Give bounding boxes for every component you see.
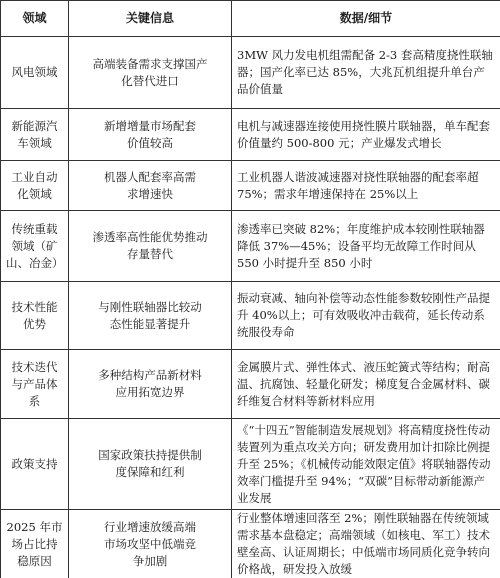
row-key-info: 行业增速放缓高端市场攻坚中低端竞争加剧	[69, 510, 232, 578]
table-row	[1, 109, 500, 161]
table-row	[1, 350, 500, 419]
row-field: 技术迭代与产品体系	[1, 350, 69, 419]
row-field: 政策支持	[1, 419, 69, 510]
header-field: 领域	[1, 1, 69, 37]
row-detail: 振动衰减、轴向补偿等动态性能参数较刚性产品提升 40%以上；可有效吸收冲击载荷，延长传动系统服役寿命	[232, 282, 500, 350]
row-field: 工业自动化领域	[1, 161, 69, 211]
table-row	[1, 510, 500, 578]
row-key-info: 机器人配套率高需求增速快	[69, 161, 232, 211]
row-field: 传统重载领域（矿山、冶金）	[1, 211, 69, 282]
row-field: 技术性能优势	[1, 282, 69, 350]
row-detail: 行业整体增速回落至 2%；刚性联轴器在传统领域需求基本盘稳定；高端领域（如核电、军工）技术壁垒高、认证周期长；中低端市场同质化竞争转向价格战，研发投入放缓	[232, 510, 500, 578]
table-row	[1, 211, 500, 282]
row-detail: 3MW 风力发电机组需配备 2-3 套高精度挠性联轴器；国产化率已达 85%，大兆瓦机组提升单台产品价值量	[232, 37, 500, 109]
row-detail: 渗透率已突破 82%；年度维护成本较刚性联轴器降低 37%—45%；设备平均无故障工作时间从 550 小时提升至 850 小时	[232, 211, 500, 282]
header-detail: 数据/细节	[232, 1, 500, 37]
row-detail: 金属膜片式、弹性体式、液压蛇簧式等结构；耐高温、抗腐蚀、轻量化研发；梯度复合金属材料、碳纤维复合材料等新材料应用	[232, 350, 500, 419]
table-row	[1, 419, 500, 510]
row-detail: 《“十四五”智能制造发展规划》将高精度挠性传动装置列为重点攻关方向；研发费用加计扣除比例提升至 25%；《机械传动能效限定值》将联轴器传动效率门槛提升至 94%；“双碳”目标带动新能源产业发展	[232, 419, 500, 510]
row-key-info: 高端装备需求支撑国产化替代进口	[69, 37, 232, 109]
table-row	[1, 37, 500, 109]
row-field: 新能源汽车领域	[1, 109, 69, 161]
row-key-info: 新增增量市场配套价值较高	[69, 109, 232, 161]
row-detail: 工业机器人谐波减速器对挠性联轴器的配套率超 75%；需求年增速保持在 25%以上	[232, 161, 500, 211]
table-row	[1, 161, 500, 211]
table-header-row	[1, 1, 500, 37]
row-field: 风电领域	[1, 37, 69, 109]
row-field: 2025 年市场占比持稳原因	[1, 510, 69, 578]
row-detail: 电机与减速器连接使用挠性膜片联轴器，单车配套价值量约 500-800 元；产业爆发式增长	[232, 109, 500, 161]
row-key-info: 多种结构产品新材料应用拓宽边界	[69, 350, 232, 419]
row-key-info: 与刚性联轴器比较动态性能显著提升	[69, 282, 232, 350]
header-key-info: 关键信息	[69, 1, 232, 37]
table-row	[1, 282, 500, 350]
row-key-info: 渗透率高性能优势推动存量替代	[69, 211, 232, 282]
row-key-info: 国家政策扶持提供制度保障和红利	[69, 419, 232, 510]
